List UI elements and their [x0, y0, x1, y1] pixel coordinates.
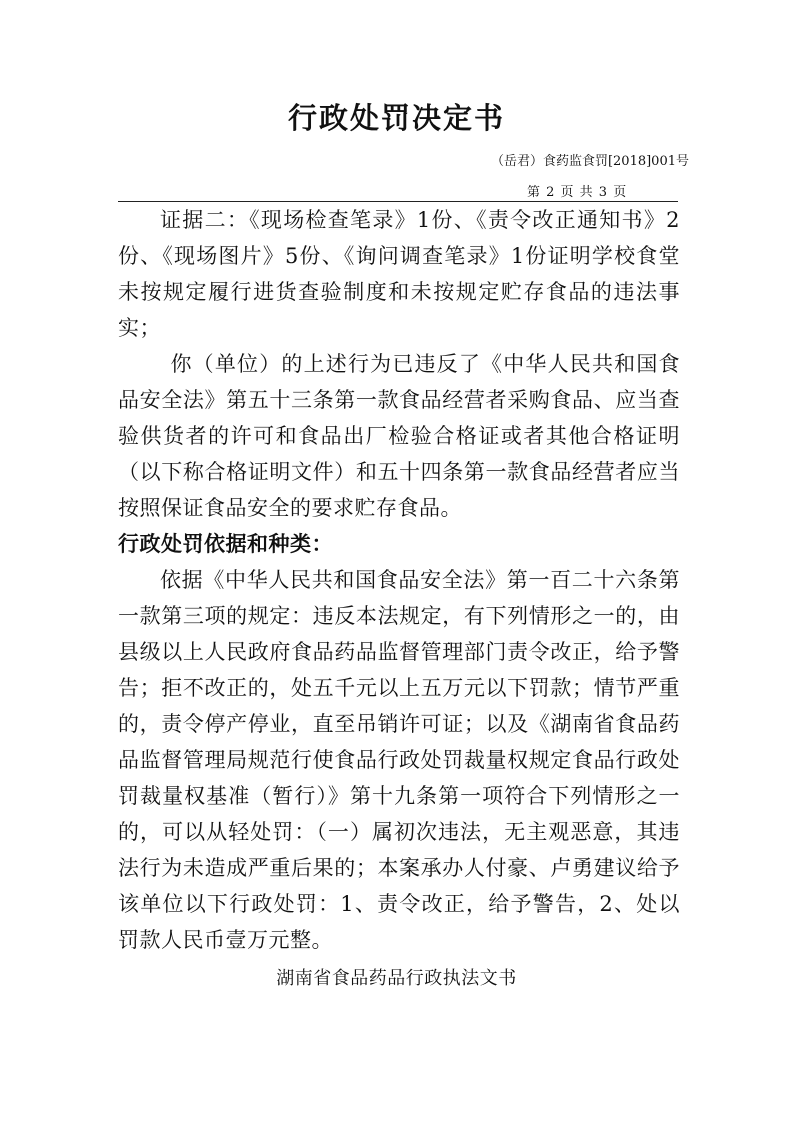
- evidence-paragraph: 证据二：《现场检查笔录》1份、《责令改正通知书》2份、《现场图片》5份、《询问调查笔录》1份证明学校食堂未按规定履行进货查验制度和未按规定贮存食品的违法事实；: [118, 208, 680, 340]
- document-title: 行政处罚决定书: [287, 101, 505, 135]
- document-number: （岳君）食药监食罚[2018]001号: [490, 154, 689, 169]
- document-body: [118, 202, 680, 958]
- document-footer: 湖南省食品药品行政执法文书: [276, 968, 517, 989]
- page-indicator: 第 2 页 共 3 页: [527, 185, 627, 200]
- penalty-basis-paragraph: 依据《中华人民共和国食品安全法》第一百二十六条第一款第三项的规定：违反本法规定，有下列情形之一的，由县级以上人民政府食品药品监督管理部门责令改正，给予警告；拒不改正的，处五千元以上五万元以下罚款；情节严重的，责令停产停业，直至吊销许可证；以及《湖南省食品药品监督管理局规范行使食品行政处罚裁量权规定食品行政处罚裁量权基准（暂行）》第十九条第一项符合下列情形之一的，可以从轻处罚：（一）属初次违法，无主观恶意，其违法行为未造成严重后果的；本案承办人付豪、卢勇建议给予该单位以下行政处罚：1、责令改正，给予警告，2、处以罚款人民币壹万元整。: [118, 568, 680, 952]
- penalty-basis-heading: 行政处罚依据和种类：: [118, 532, 333, 556]
- violation-paragraph: 你（单位）的上述行为已违反了《中华人民共和国食品安全法》第五十三条第一款食品经营者采购食品、应当查验供货者的许可和食品出厂检验合格证或者其他合格证明（以下称合格证明文件）和五十四条第一款食品经营者应当按照保证食品安全的要求贮存食品。: [118, 352, 680, 520]
